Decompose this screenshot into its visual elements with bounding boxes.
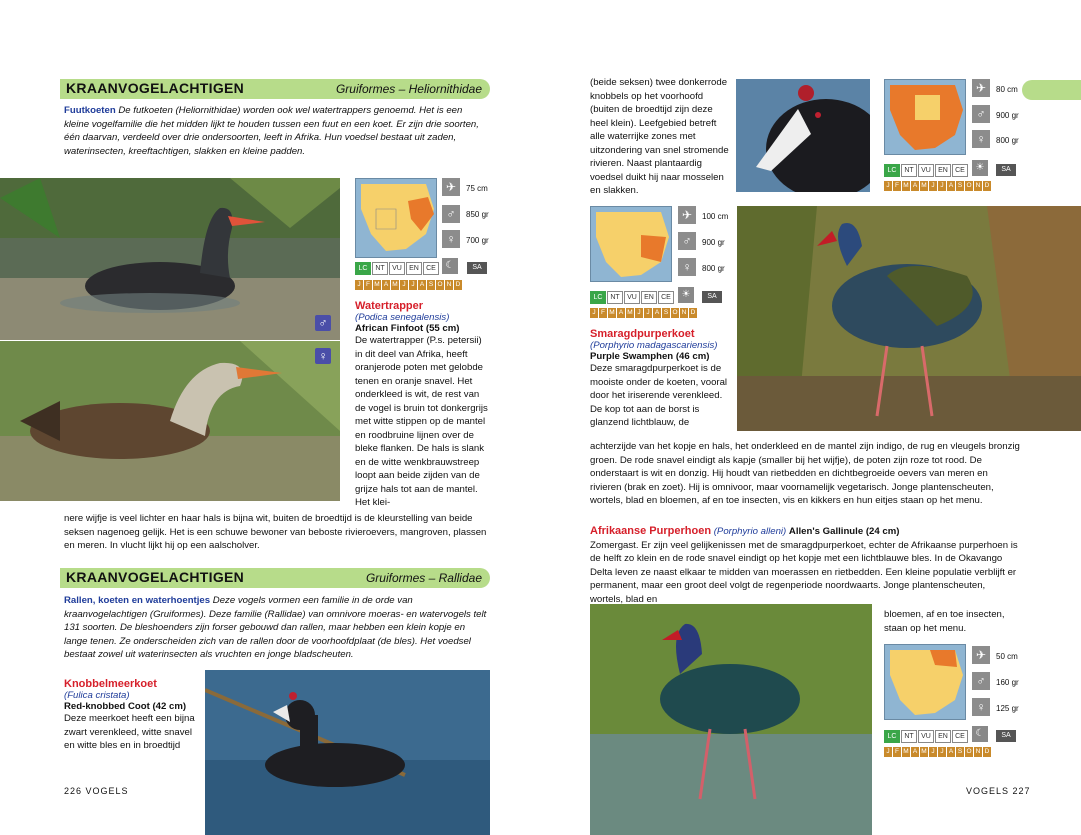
swamphen-size: 100 cm [702,212,729,221]
species-finfoot [355,300,490,510]
family-intro-body: Deze vogels vormen een familie in de orde van kraanvogelachtigen (Gruiformes). Deze familie (Rallidae) van omnivore moeras- en watervogels telt 131 soorten. De bleshoenders zijn forser gebouwd dan rallen, maar hebben een klein kopje en lange tenen. Ze onderscheiden zich van de rallen door de voorhoofdplaat (de bles). Het voedsel bestaat zowel uit waterinsecten als vruchten en jonge bladscheuten. [64,595,487,660]
family-intro-body: De futkoeten (Heliornithidae) worden ook wel watertrappers genoemd. Het is een kleine vogelfamilie die het midden lijkt te houden tussen een fuut en een koet. Er zijn drie soorten, één daarvan, verdeeld over drie ondersoorten, leeft in Afrika. Hun voedsel bestaat uit zaden, waterinsecten, kreeftachtigen, slakken en kleine padden. [64,105,479,157]
distribution-map-gallinule [884,644,966,720]
family-intro-head: Fuutkoeten [64,105,116,116]
male-badge: ♂ [315,315,331,331]
section-title: KRAANVOGELACHTIGEN [66,569,245,585]
swamphen-female-weight: 800 gr [702,264,725,273]
gallinule-text-continued: bloemen, af en toe insecten, staan op het menu. [884,609,1005,634]
breeding-months-finfoot: J F M A M J J A S O N D [355,280,463,290]
species-english: Allen's Gallinule (24 cm) [788,526,900,537]
species-latin: (Porphyrio alleni) [713,526,787,537]
species-english: African Finfoot (55 cm) [355,323,460,334]
species-latin: (Podica senegalensis) [355,312,450,323]
swamphen-photo [737,206,1081,431]
gallinule-size: 50 cm [996,652,1018,661]
distribution-map-finfoot [355,178,437,258]
sa-badge: SA [996,164,1016,176]
coot-closeup-photo [736,79,870,192]
female-icon: ♀ [972,130,990,148]
finfoot-size: 75 cm [466,184,488,193]
size-icon: ✈ [442,178,460,196]
species-name: Afrikaanse Purperhoen [590,525,712,537]
family-intro-head: Rallen, koeten en waterhoentjes [64,595,211,606]
section-subtitle: Gruiformes – Rallidae [365,571,482,585]
species-name: Knobbelmeerkoet [64,678,157,690]
coot-male-weight: 900 gr [996,111,1019,120]
sa-badge: SA [996,730,1016,742]
section-header-heliornithidae [60,79,490,99]
page-footer-left: 226 VOGELS [64,786,129,796]
finfoot-text-continued: nere wijfje is veel lichter en haar hals is bijna wit, buiten de broedtijd is de kleurstelling van beide seksen nagenoeg gelijk. Het is een schuwe bewoner van beboste rivieroevers, mangroven, plassen en meren. In vlucht lijkt hij op een aalscholver. [64,513,487,551]
breeding-months-swamphen: J F M A M J J A S O N D [590,308,698,318]
sun-icon: ☀ [678,287,694,303]
male-icon: ♂ [972,672,990,690]
breeding-months-coot: J F M A M J J A S O N D [884,181,992,191]
section-header-rallidae [60,568,490,588]
female-icon: ♀ [678,258,696,276]
male-icon: ♂ [972,105,990,123]
male-icon: ♂ [442,205,460,223]
size-icon: ✈ [678,206,696,224]
species-english: Red-knobbed Coot (42 cm) [64,701,187,712]
finfoot-male-photo [0,178,340,340]
species-name: Watertrapper [355,300,424,312]
species-swamphen [590,328,730,430]
conservation-status-gallinule: LC NT VU EN CE [884,730,969,742]
coot-female-weight: 800 gr [996,136,1019,145]
species-latin: (Fulica cristata) [64,690,130,701]
species-text: Deze meerkoet heeft een bijna zwart verenkleed, witte snavel en witte bles en in broedtijd [64,713,195,751]
sa-badge: SA [702,291,722,303]
finfoot-male-weight: 850 gr [466,210,489,219]
size-icon: ✈ [972,646,990,664]
sa-badge: SA [467,262,487,274]
species-english: Purple Swamphen (46 cm) [590,351,710,362]
female-badge: ♀ [315,348,331,364]
gallinule-female-weight: 125 gr [996,704,1019,713]
section-title: KRAANVOGELACHTIGEN [66,80,245,96]
species-gallinule [590,525,1020,606]
swamphen-male-weight: 900 gr [702,238,725,247]
species-text: Zomergast. Er zijn veel gelijkenissen met de smaragdpurperkoet, echter de Afrikaanse purperhoen is de helft zo klein en de rode snavel eindigt op het kopje met een lichtblauwe bles. In de Okavango Delta leven ze naast elkaar te midden van moerassen en rietbedden. Een kleine populatie verblijft er permanent, maar een groot deel volgt de regenperiode noordwaarts. Jonge plantenscheuten, wortels, blad en [590,539,1018,605]
family-intro-fuutkoeten [64,104,488,158]
female-icon: ♀ [972,698,990,716]
gallinule-male-weight: 160 gr [996,678,1019,687]
breeding-months-gallinule: J F M A M J J A S O N D [884,747,992,757]
conservation-status-coot: LC NT VU EN CE [884,164,969,176]
swamphen-text-continued: achterzijde van het kopje en hals, het onderkleed en de mantel zijn indigo, de rug en vleugels bronzig groen. De rode snavel eindigt als kapje (smaller bij het wijfje), de poten zijn roze tot rood. De onderstaart is wit en donzig. Hij houdt van rietbedden en dichtbegroeide oevers van meren en rivieren (brak en zoet). Hij is omnivoor, maar voornamelijk vegetarisch. Jonge plantenscheuten, wortels, blad en bloemen, af en toe insecten, vis en kikkers en hun eitjes staan op het menu. [590,441,1020,506]
species-text: Deze smaragdpurperkoet is de mooiste onder de koeten, vooral door het iriserende verenkleed. De kop tot aan de borst is glanzend lichtblauw, de [590,363,728,428]
species-coot [64,678,199,753]
section-bar-right [1022,80,1081,100]
gallinule-photo [590,604,872,835]
coot-photo [205,670,490,835]
conservation-status-swamphen: LC NT VU EN CE [590,291,675,303]
distribution-map-coot [884,79,966,155]
page-footer-right: VOGELS 227 [966,786,1031,796]
species-name: Smaragdpurperkoet [590,328,695,340]
species-latin: (Porphyrio madagascariensis) [590,340,718,351]
finfoot-female-weight: 700 gr [466,236,489,245]
male-icon: ♂ [678,232,696,250]
section-subtitle: Gruiformes – Heliornithidae [335,82,482,96]
female-icon: ♀ [442,230,460,248]
coot-size: 80 cm [996,85,1018,94]
family-intro-rallen [64,594,488,662]
sun-icon: ☀ [972,160,988,176]
finfoot-female-photo [0,341,340,501]
nocturnal-icon: ☾ [972,726,988,742]
coot-text-continued: (beide seksen) twee donkerrode knobbels op het voorhoofd (buiten de broedtijd zijn deze heel klein). Leefgebied betreft alle waterrijke zones met uitzondering van snel stromende rivieren. Naast plantaardig voedsel duikt hij naar mosselen en slakken. [590,77,729,196]
distribution-map-swamphen [590,206,672,282]
conservation-status-finfoot: LC NT VU EN CE [355,262,440,274]
nocturnal-icon: ☾ [442,258,458,274]
size-icon: ✈ [972,79,990,97]
species-text: De watertrapper (P.s. petersii) in dit deel van Afrika, heeft oranjerode poten met gelobde tenen en oranje snavel. Het onderkleed is wit, de rest van de vogel is bruin tot donkergrijs met witte stippen op de mantel en roodbruine lijnen over de bleke flanken. De hals is slank en de witte wenkbrauwstreep loopt aan beide zijden van de grijze hals tot aan de mantel. Het klei- [355,335,488,508]
